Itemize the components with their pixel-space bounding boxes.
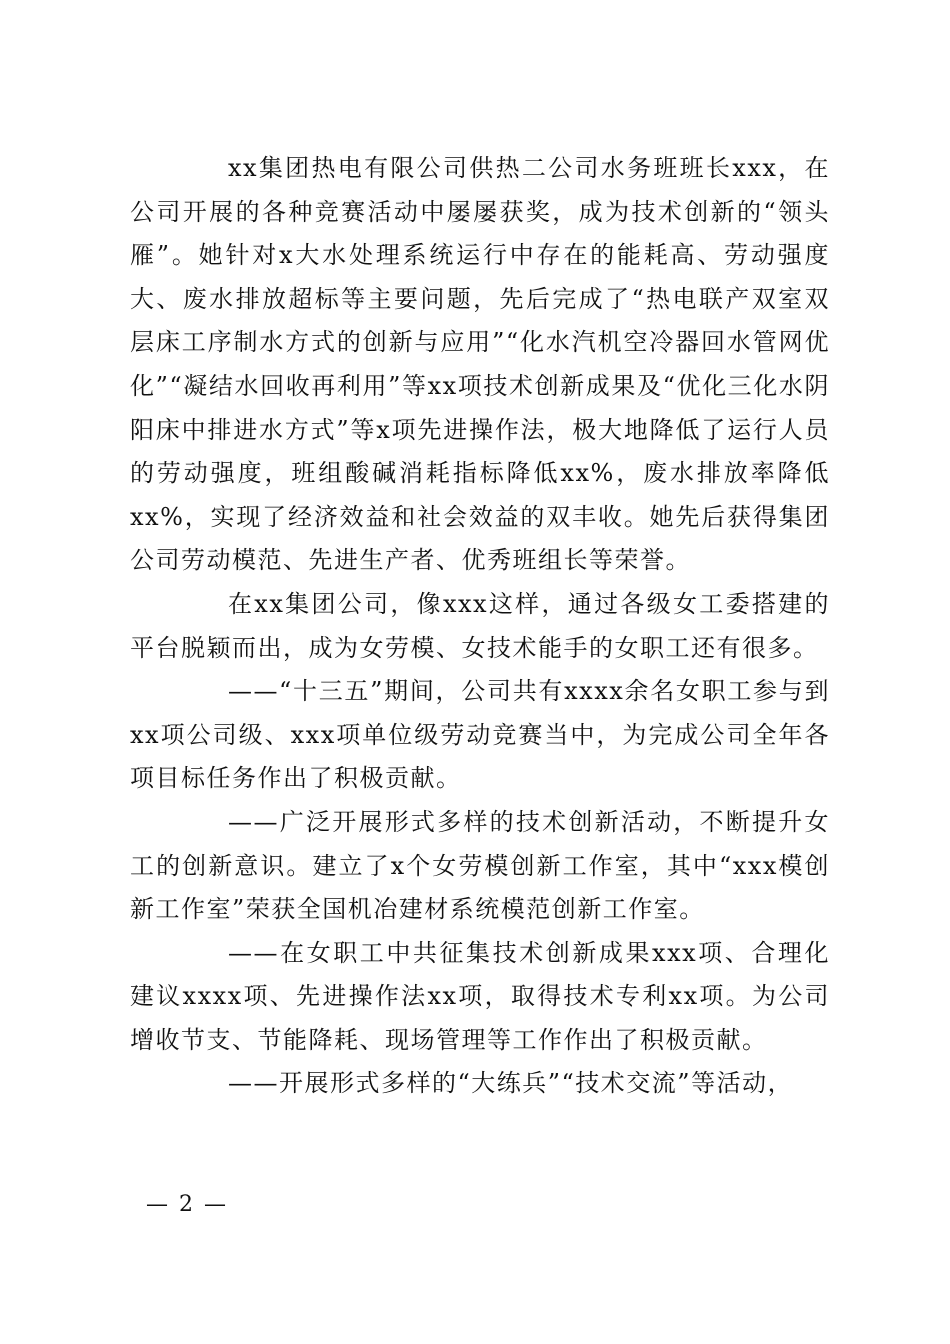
- paragraph-innovation-results: ——在女职工中共征集技术创新成果xxx项、合理化建议xxxx项、先进操作法xx项，取得技术专利xx项。为公司增收节支、节能降耗、现场管理等工作作出了积极贡献。: [130, 938, 830, 1054]
- document-body: [130, 147, 830, 1106]
- paragraph-innovation-studios: ——广泛开展形式多样的技术创新活动，不断提升女工的创新意识。建立了x个女劳模创新工作室，其中“xxx模创新工作室”荣获全国机冶建材系统模范创新工作室。: [130, 807, 830, 924]
- paragraph-women-workers: 在xx集团公司，像xxx这样，通过各级女工委搭建的平台脱颖而出，成为女劳模、女技术能手的女职工还有很多。: [130, 589, 830, 662]
- paragraph-skill-activities: ——开展形式多样的“大练兵”“技术交流”等活动，: [228, 1069, 794, 1098]
- page-number: — 2 —: [146, 1192, 228, 1217]
- paragraph-award-winner: xx集团热电有限公司供热二公司水务班班长xxx，在公司开展的各种竞赛活动中屡屡获奖，成为技术创新的“领头雁”。她针对x大水处理系统运行中存在的能耗高、劳动强度大、废水排放超标等主要问题，先后完成了“热电联产双室双层床工序制水方式的创新与应用”“化水汽机空冷器回水管网优化”“凝结水回收再利用”等xx项技术创新成果及“优化三化水阴阳床中排进水方式”等x项先进操作法，极大地降低了运行人员的劳动强度，班组酸碱消耗指标降低xx%，废水排放率降低xx%，实现了经济效益和社会效益的双丰收。她先后获得集团公司劳动模范、先进生产者、优秀班组长等荣誉。: [130, 154, 830, 575]
- paragraph-labor-competition: ——“十三五”期间，公司共有xxxx余名女职工参与到xx项公司级、xxx项单位级劳动竞赛当中，为完成公司全年各项目标任务作出了积极贡献。: [130, 677, 830, 793]
